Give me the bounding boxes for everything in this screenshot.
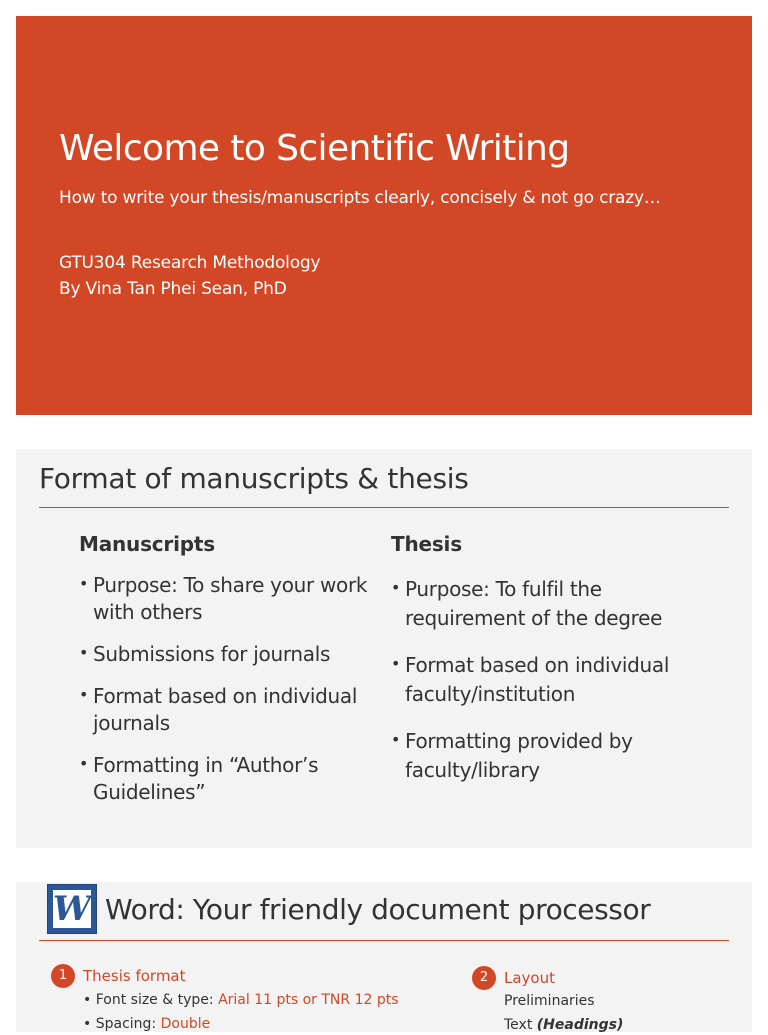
column-heading: Manuscripts (79, 532, 215, 556)
title-divider (39, 940, 729, 941)
item-prefix: Text (504, 1017, 537, 1033)
column-heading: Thesis (391, 532, 462, 556)
author-name: By Vina Tan Phei Sean, PhD (59, 279, 287, 299)
title-slide (16, 16, 752, 415)
title-divider (39, 507, 729, 508)
bullet-item: • Format based on individual faculty/institution (391, 651, 711, 709)
manuscripts-column (79, 531, 374, 821)
slide-info (59, 250, 320, 302)
word-logo-icon (47, 884, 97, 934)
bullet-list (391, 575, 711, 785)
bullet: • (83, 1016, 96, 1032)
thesis-column (391, 531, 711, 803)
bullet-item: • Submissions for journals (79, 641, 374, 668)
item-prefix: Spacing: (95, 1016, 161, 1032)
sub-item: Preliminaries (504, 993, 595, 1009)
slide-title: Format of manuscripts & thesis (39, 462, 469, 495)
item-prefix: Font size & type: (95, 992, 219, 1008)
section-label: Thesis format (83, 967, 186, 985)
sub-item (83, 990, 399, 1010)
slide-subtitle: How to write your thesis/manuscripts clearly, concisely & not go crazy… (59, 188, 661, 208)
bullet-item: • Format based on individual journals (79, 683, 374, 737)
bullet-item: • Formatting provided by faculty/library (391, 727, 711, 785)
item-value: Arial 11 pts or TNR 12 pts (218, 992, 399, 1008)
bullet-list (79, 572, 374, 806)
bullet: • (83, 992, 96, 1008)
bullet-item: • Purpose: To share your work with others (79, 572, 374, 626)
bullet-item: • Formatting in “Author’s Guidelines” (79, 752, 374, 806)
slide-title: Word: Your friendly document processor (105, 893, 651, 926)
sub-item (504, 1015, 623, 1035)
format-slide (16, 449, 752, 848)
item-value: (Headings) (536, 1017, 624, 1033)
slide-title: Welcome to Scientific Writing (59, 128, 570, 169)
logo-letter: W (52, 889, 92, 929)
section-number-badge: 2 (472, 966, 496, 990)
sub-item (83, 1014, 210, 1034)
word-slide (16, 882, 752, 1032)
item-value: Double (160, 1016, 211, 1032)
bullet-item: • Purpose: To fulfil the requirement of the degree (391, 575, 711, 633)
course-name: GTU304 Research Methodology (59, 253, 321, 273)
section-number-badge: 1 (51, 964, 75, 988)
section-label: Layout (504, 969, 555, 987)
